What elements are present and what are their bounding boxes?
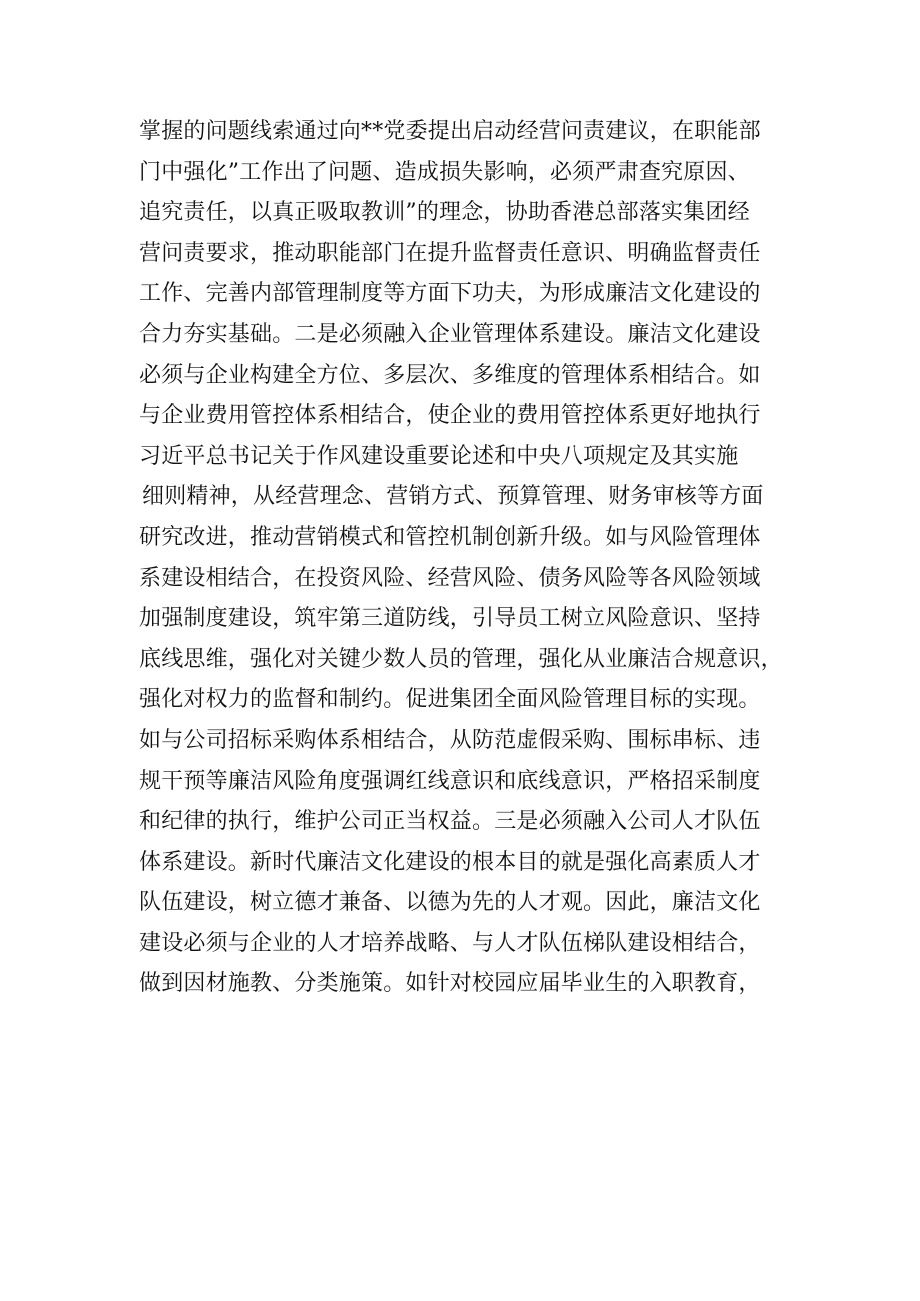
- text-line: 习近平总书记关于作风建设重要论述和中央八项规定及其实施: [139, 443, 739, 469]
- text-line: 与企业费用管控体系相结合，使企业的费用管控体系更好地执行: [139, 403, 761, 429]
- text-line: 规干预等廉洁风险角度强调红线意识和底线意识，严格招采制度: [139, 768, 761, 794]
- text-line: 细则精神，从经营理念、营销方式、预算管理、财务审核等方面: [142, 484, 764, 510]
- text-line: 营问责要求，推动职能部门在提升监督责任意识、明确监督责任: [139, 240, 761, 266]
- text-line: 工作、完善内部管理制度等方面下功夫，为形成廉洁文化建设的: [139, 281, 761, 307]
- text-line: 研究改进，推动营销模式和管控机制创新升级。如与风险管理体: [139, 524, 761, 550]
- text-line: 合力夯实基础。二是必须融入企业管理体系建设。廉洁文化建设: [139, 321, 761, 347]
- body-text: [139, 112, 789, 1005]
- text-line: 底线思维，强化对关键少数人员的管理，强化从业廉洁合规意识，: [139, 646, 783, 672]
- text-line: 强化对权力的监督和制约。促进集团全面风险管理目标的实现。: [139, 687, 761, 713]
- text-line: 建设必须与企业的人才培养战略、与人才队伍梯队建设相结合，: [139, 930, 761, 956]
- text-line: 系建设相结合，在投资风险、经营风险、债务风险等各风险领域: [139, 565, 761, 591]
- text-line: 加强制度建设，筑牢第三道防线，引导员工树立风险意识、坚持: [139, 606, 761, 632]
- text-line: 体系建设。新时代廉洁文化建设的根本目的就是强化高素质人才: [139, 849, 761, 875]
- text-line: 做到因材施教、分类施策。如针对校园应届毕业生的入职教育，: [139, 971, 761, 997]
- text-line: 必须与企业构建全方位、多层次、多维度的管理体系相结合。如: [139, 362, 761, 388]
- text-line: 队伍建设，树立德才兼备、以德为先的人才观。因此，廉洁文化: [139, 890, 761, 916]
- text-line: 如与公司招标采购体系相结合，从防范虚假采购、围标串标、违: [139, 727, 761, 753]
- text-line: 和纪律的执行，维护公司正当权益。三是必须融入公司人才队伍: [139, 809, 761, 835]
- text-line: 门中强化”工作出了问题、造成损失影响，必须严肃查究原因、: [139, 159, 750, 185]
- text-line: 追究责任，以真正吸取教训”的理念，协助香港总部落实集团经: [139, 200, 750, 226]
- text-line: 掌握的问题线索通过向**党委提出启动经营问责建议，在职能部: [139, 119, 761, 144]
